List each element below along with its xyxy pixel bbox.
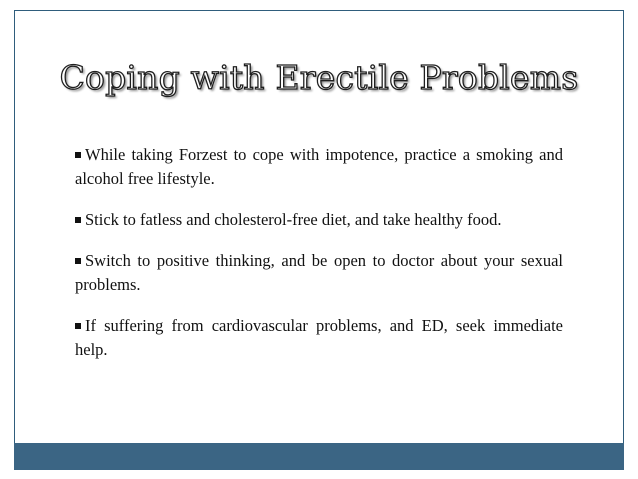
square-bullet-icon: [75, 323, 81, 329]
square-bullet-icon: [75, 258, 81, 264]
bullet-list: [75, 143, 563, 379]
bullet-text: While taking Forzest to cope with impotence, practice a smoking and alcohol free lifestyle.: [75, 145, 563, 188]
bullet-item: [75, 143, 563, 191]
square-bullet-icon: [75, 217, 81, 223]
bullet-item: [75, 208, 563, 232]
footer-bar: [14, 443, 624, 470]
bullet-item: [75, 314, 563, 362]
square-bullet-icon: [75, 152, 81, 158]
bullet-item: [75, 249, 563, 297]
bullet-text: If suffering from cardiovascular problems, and ED, seek immediate help.: [75, 316, 563, 359]
bullet-text: Switch to positive thinking, and be open to doctor about your sexual problems.: [75, 251, 563, 294]
bullet-text: Stick to fatless and cholesterol-free diet, and take healthy food.: [85, 210, 502, 229]
slide-title: Coping with Erectile Problems: [59, 58, 579, 97]
